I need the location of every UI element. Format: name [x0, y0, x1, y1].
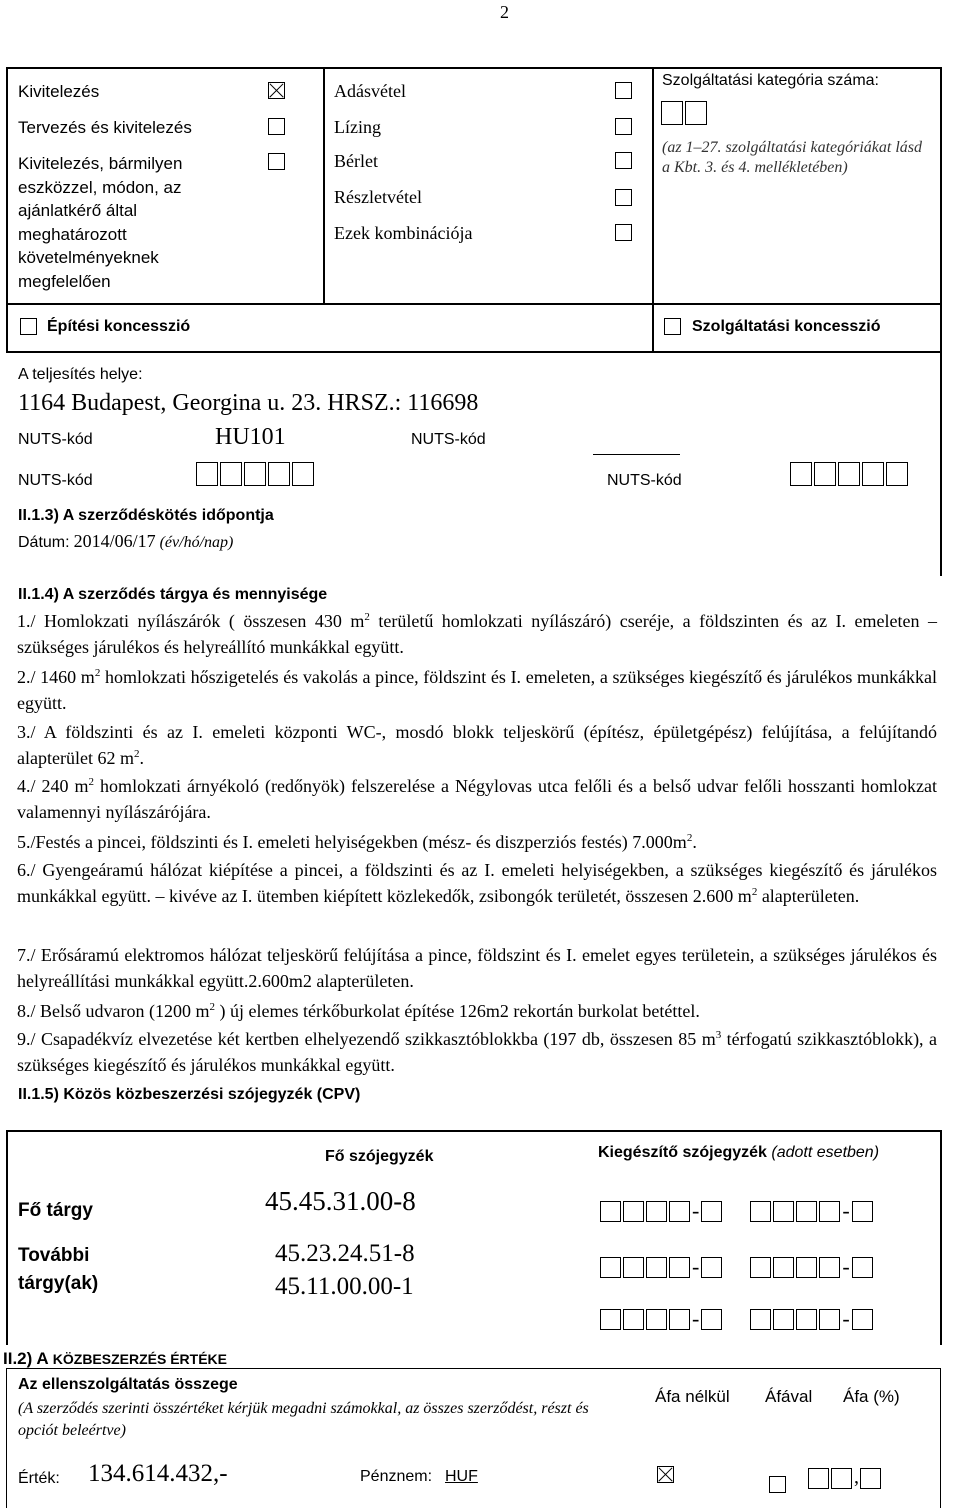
additional-supp-codes-1[interactable]: - -	[600, 1254, 875, 1280]
nuts-label-2: NUTS-kód	[411, 431, 486, 448]
service-category-label: Szolgáltatási kategória száma:	[662, 72, 879, 89]
vat-excl-checkbox[interactable]	[657, 1466, 674, 1483]
value-heading: II.2) A KÖZBESZERZÉS ÉRTÉKE	[3, 1349, 228, 1368]
amount-label: Érték:	[18, 1470, 60, 1487]
kivitelezes-barmilyen-label: Kivitelezés, bármilyen eszközzel, módon, az ajánlatkérő által meghatározott követelményeknek megfelelően	[18, 154, 183, 291]
vat-incl-label: Áfával	[765, 1387, 813, 1406]
lizing-checkbox[interactable]	[615, 118, 632, 135]
tervezes-label: Tervezés és kivitelezés	[18, 118, 192, 137]
reszletvetel-label: Részletvétel	[334, 187, 422, 207]
contract-date-row	[18, 531, 233, 552]
performance-label: A teljesítés helye:	[18, 366, 143, 383]
subject-item-1: 1./ Homlokzati nyílászárók ( összesen 430 $m^2$ területű homlokzati nyílászáró) cseréje, a földszinten és az I. emeleten – szükséges járulékos és helyreállító munkákkal együtt.	[17, 611, 937, 657]
main-vocab-header: Fő szójegyzék	[325, 1148, 434, 1165]
contract-date-heading: II.1.3) A szerződéskötés időpontja	[18, 507, 274, 524]
service-concession-label: Szolgáltatási koncesszió	[692, 318, 881, 335]
service-concession-checkbox[interactable]	[664, 318, 681, 335]
building-concession-label: Építési koncesszió	[47, 318, 191, 335]
additional-supp-codes-2[interactable]: - -	[600, 1306, 875, 1332]
performance-address: 1164 Budapest, Georgina u. 23. HRSZ.: 116698	[18, 390, 479, 416]
subject-item-4: 4./ 240 $m^2$ homlokzati árnyékoló (redőnyök) felszerelése a Négylovas utca felőli és a belső udvar felőli hosszanti homlokzat valamennyi nyílászárójára.	[17, 776, 937, 822]
kombinacio-checkbox[interactable]	[615, 224, 632, 241]
kivitelezes-label: Kivitelezés	[18, 82, 100, 101]
building-concession-checkbox[interactable]	[20, 318, 37, 335]
vat-pct-boxes[interactable]: ,	[808, 1466, 883, 1489]
kombinacio-label: Ezek kombinációja	[334, 223, 473, 243]
berlet-label: Bérlet	[334, 151, 378, 171]
subject-heading: II.1.4) A szerződés tárgya és mennyisége	[18, 586, 328, 603]
cpv-heading: II.1.5) Közös közbeszerzési szójegyzék (CPV)	[18, 1086, 361, 1103]
tervezes-checkbox[interactable]	[268, 118, 285, 135]
subject-item-9: 9./ Csapadékvíz elvezetése két kertben elhelyezendő szikkasztóblokkba (197 db, összesen 85 $m^3$ térfogatú szikkasztóblokk), a szükséges kiegészítő és járulékos munkákkal együtt.	[17, 1029, 937, 1075]
nuts-boxes-4[interactable]	[790, 462, 910, 486]
adasvetel-label: Adásvétel	[334, 81, 406, 101]
vat-pct-label: Áfa (%)	[843, 1387, 900, 1406]
main-object-label: Fő tárgy	[18, 1200, 93, 1221]
nuts-blank-2[interactable]	[593, 454, 680, 455]
date-value: 2014/06/17	[73, 531, 156, 551]
currency-value: HUF	[445, 1468, 478, 1485]
currency-label: Pénznem:	[360, 1468, 433, 1485]
subject-item-5: 5./Festés a pincei, földszinti és I. emeleti helyiségekben (mész- és diszperziós festés) $7.000m^2$.	[17, 832, 697, 852]
reszletvetel-checkbox[interactable]	[615, 189, 632, 206]
vat-excl-label: Áfa nélkül	[655, 1387, 730, 1406]
subject-item-7: 7./ Erősáramú elektromos hálózat teljeskörű felújítása a pince, földszint és I. emelet egyes területein, a szükséges járulékos és helyreállítási munkákkal együtt.2.600m2 alapterületen.	[17, 945, 937, 991]
kivitelezes-barmilyen-checkbox[interactable]	[268, 153, 285, 170]
additional-objects-label: További tárgy(ak)	[18, 1245, 99, 1294]
main-object-code: 45.45.31.00-8	[265, 1186, 416, 1216]
berlet-checkbox[interactable]	[615, 152, 632, 169]
subject-item-2: 2./ 1460 $m^2$ homlokzati hőszigetelés és vakolás a pince, földszint és I. emeleten, a szükséges kiegészítő és járulékos munkákkal együtt.	[17, 667, 937, 713]
amount-value: 134.614.432,-	[88, 1460, 228, 1487]
additional-code-2: 45.11.00.00-1	[275, 1273, 414, 1300]
nuts-label-1: NUTS-kód	[18, 431, 93, 448]
additional-code-1: 45.23.24.51-8	[275, 1240, 415, 1267]
nuts-label-4: NUTS-kód	[607, 472, 682, 489]
supp-vocab-header: Kiegészítő szójegyzék (adott esetben)	[598, 1144, 880, 1161]
service-category-note: (az 1–27. szolgáltatási kategóriákat lásd a Kbt. 3. és 4. mellékletében)	[662, 139, 922, 176]
main-object-supp-codes[interactable]: - -	[600, 1198, 875, 1224]
total-note: (A szerződés szerinti összértéket kérjük megadni számokkal, az összes szerződést, részt és opciót beleértve)	[18, 1400, 589, 1439]
service-category-boxes[interactable]	[661, 101, 709, 125]
date-format: (év/hó/nap)	[159, 534, 234, 551]
date-label: Dátum:	[18, 534, 70, 551]
vat-incl-checkbox[interactable]	[769, 1476, 786, 1493]
nuts-value-1: HU101	[215, 424, 286, 450]
nuts-boxes-3[interactable]	[196, 462, 316, 486]
lizing-label: Lízing	[334, 117, 381, 137]
subject-item-3: 3./ A földszinti és az I. emeleti központi WC-, mosdó blokk teljeskörű (építész, épületgépész) felújítása, a felújítandó alapterület 62 $m^2$.	[17, 722, 937, 768]
nuts-label-3: NUTS-kód	[18, 472, 93, 489]
subject-item-6: 6./ Gyengeáramú hálózat kiépítése a pincei, a földszinti és az I. emeleti helyiségekben, a szükséges kiegészítő és járulékos munkákkal együtt. – kivéve az I. ütemben kiépített közlekedők, zsibongók területét, összesen 2.600 $m^2$ alapterületen.	[17, 860, 937, 906]
kivitelezes-checkbox[interactable]	[268, 82, 285, 99]
subject-item-8: 8./ Belső udvaron (1200 $m^2$ ) új elemes térkőburkolat építése 126m2 rekortán burkolat betéttel.	[17, 1001, 700, 1021]
adasvetel-checkbox[interactable]	[615, 82, 632, 99]
total-label: Az ellenszolgáltatás összege	[18, 1376, 238, 1393]
page-number: 2	[500, 2, 509, 22]
